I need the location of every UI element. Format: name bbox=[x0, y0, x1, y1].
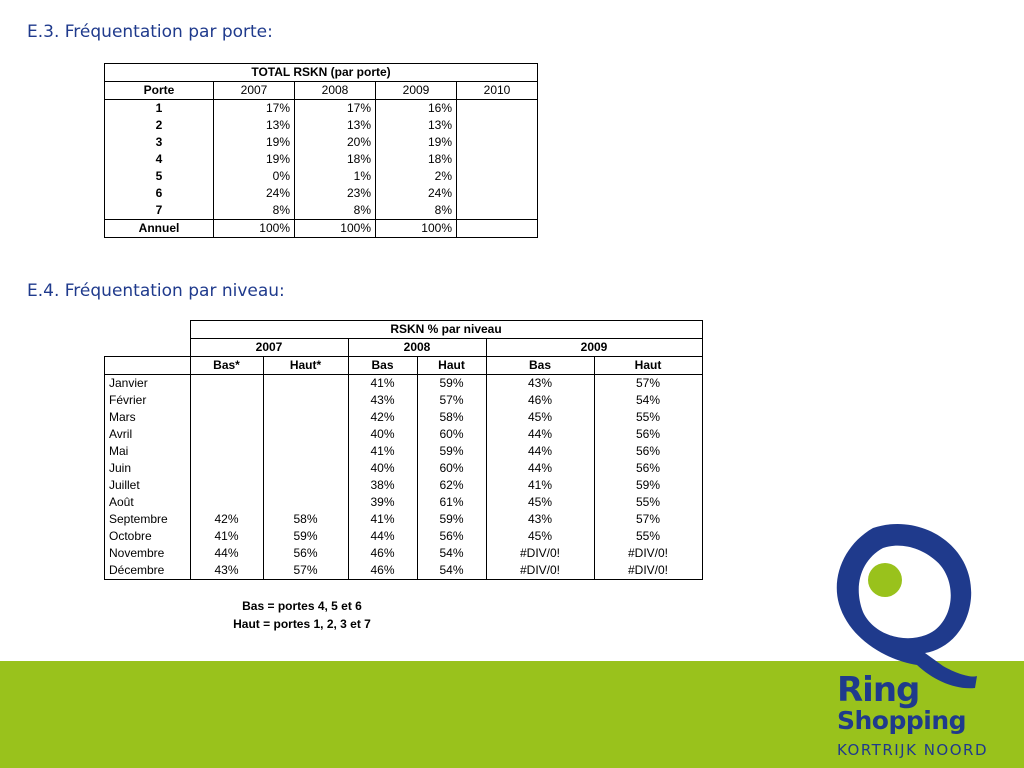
percentage-cell bbox=[190, 477, 263, 494]
percentage-cell: 40% bbox=[348, 426, 417, 443]
column-header: Haut bbox=[594, 357, 702, 375]
legend-line-bas: Bas = portes 4, 5 et 6 bbox=[242, 599, 362, 613]
month-label: Février bbox=[105, 392, 191, 409]
month-label: Juillet bbox=[105, 477, 191, 494]
percentage-cell: 24% bbox=[376, 185, 457, 202]
percentage-cell: 62% bbox=[417, 477, 486, 494]
table-row bbox=[105, 409, 703, 426]
percentage-cell: 41% bbox=[348, 375, 417, 393]
percentage-cell bbox=[457, 185, 538, 202]
percentage-cell: 41% bbox=[486, 477, 594, 494]
percentage-cell: 39% bbox=[348, 494, 417, 511]
percentage-cell bbox=[457, 151, 538, 168]
table-caption: TOTAL RSKN (par porte) bbox=[105, 64, 538, 82]
percentage-cell: 43% bbox=[486, 511, 594, 528]
percentage-cell: 23% bbox=[295, 185, 376, 202]
percentage-cell: 59% bbox=[417, 511, 486, 528]
percentage-cell: 45% bbox=[486, 409, 594, 426]
table-row bbox=[105, 460, 703, 477]
year-header: 2008 bbox=[348, 339, 486, 357]
section-title-e3: E.3. Fréquentation par porte: bbox=[27, 22, 273, 42]
percentage-cell: 54% bbox=[417, 545, 486, 562]
porte-number: 5 bbox=[105, 168, 214, 185]
percentage-cell: 24% bbox=[214, 185, 295, 202]
table-frequentation-niveau bbox=[104, 320, 703, 580]
percentage-cell: 54% bbox=[417, 562, 486, 580]
percentage-cell: 44% bbox=[190, 545, 263, 562]
percentage-cell: 58% bbox=[263, 511, 348, 528]
column-header: Haut* bbox=[263, 357, 348, 375]
percentage-cell bbox=[190, 494, 263, 511]
percentage-cell bbox=[457, 168, 538, 185]
year-header: 2009 bbox=[486, 339, 702, 357]
percentage-cell: 57% bbox=[263, 562, 348, 580]
percentage-cell: 41% bbox=[348, 443, 417, 460]
percentage-cell: 18% bbox=[295, 151, 376, 168]
table-row bbox=[105, 168, 538, 185]
percentage-cell: #DIV/0! bbox=[486, 562, 594, 580]
percentage-cell: 59% bbox=[594, 477, 702, 494]
percentage-cell: 8% bbox=[295, 202, 376, 220]
column-header: Haut bbox=[417, 357, 486, 375]
percentage-cell bbox=[457, 117, 538, 134]
column-header: 2009 bbox=[376, 82, 457, 100]
percentage-cell: 43% bbox=[348, 392, 417, 409]
table-row bbox=[105, 375, 703, 393]
percentage-cell: 55% bbox=[594, 528, 702, 545]
percentage-cell bbox=[457, 134, 538, 151]
percentage-cell bbox=[263, 494, 348, 511]
percentage-cell: 46% bbox=[348, 545, 417, 562]
percentage-cell bbox=[263, 375, 348, 393]
column-header: Porte bbox=[105, 82, 214, 100]
percentage-cell bbox=[263, 409, 348, 426]
ring-shopping-logo bbox=[825, 520, 1024, 768]
percentage-cell: 17% bbox=[214, 100, 295, 118]
logo-text-ring: Ring bbox=[837, 670, 920, 710]
percentage-cell bbox=[457, 202, 538, 220]
percentage-cell bbox=[457, 100, 538, 118]
percentage-cell: 20% bbox=[295, 134, 376, 151]
percentage-cell: #DIV/0! bbox=[486, 545, 594, 562]
percentage-cell: 0% bbox=[214, 168, 295, 185]
porte-number: 6 bbox=[105, 185, 214, 202]
percentage-cell: 8% bbox=[376, 202, 457, 220]
percentage-cell: 44% bbox=[348, 528, 417, 545]
table-row bbox=[105, 202, 538, 220]
percentage-cell: 44% bbox=[486, 460, 594, 477]
total-cell bbox=[457, 220, 538, 238]
month-label: Janvier bbox=[105, 375, 191, 393]
percentage-cell: 60% bbox=[417, 426, 486, 443]
porte-number: 4 bbox=[105, 151, 214, 168]
column-header: Bas bbox=[486, 357, 594, 375]
percentage-cell: 40% bbox=[348, 460, 417, 477]
percentage-cell: 45% bbox=[486, 494, 594, 511]
percentage-cell bbox=[263, 460, 348, 477]
percentage-cell: 42% bbox=[190, 511, 263, 528]
logo-text-shopping: Shopping bbox=[837, 706, 967, 735]
month-label: Octobre bbox=[105, 528, 191, 545]
table-caption: RSKN % par niveau bbox=[190, 321, 702, 339]
table-row bbox=[105, 511, 703, 528]
logo-text-kortrijk-noord: KORTRIJK NOORD bbox=[837, 741, 988, 759]
percentage-cell: 19% bbox=[214, 134, 295, 151]
table-row bbox=[105, 477, 703, 494]
percentage-cell: 60% bbox=[417, 460, 486, 477]
porte-number: 3 bbox=[105, 134, 214, 151]
table-row bbox=[105, 494, 703, 511]
porte-number: 2 bbox=[105, 117, 214, 134]
total-cell: 100% bbox=[376, 220, 457, 238]
percentage-cell: 56% bbox=[594, 443, 702, 460]
percentage-cell: 17% bbox=[295, 100, 376, 118]
month-label: Septembre bbox=[105, 511, 191, 528]
percentage-cell: 56% bbox=[263, 545, 348, 562]
logo-mark-icon bbox=[825, 520, 1024, 690]
percentage-cell bbox=[190, 443, 263, 460]
percentage-cell: 43% bbox=[486, 375, 594, 393]
percentage-cell: 57% bbox=[594, 375, 702, 393]
percentage-cell: 8% bbox=[214, 202, 295, 220]
percentage-cell bbox=[190, 409, 263, 426]
year-header: 2007 bbox=[190, 339, 348, 357]
percentage-cell: 41% bbox=[348, 511, 417, 528]
legend-line-haut: Haut = portes 1, 2, 3 et 7 bbox=[233, 617, 371, 631]
percentage-cell bbox=[190, 375, 263, 393]
percentage-cell: 59% bbox=[417, 443, 486, 460]
percentage-cell bbox=[190, 392, 263, 409]
month-label: Avril bbox=[105, 426, 191, 443]
section-title-e4: E.4. Fréquentation par niveau: bbox=[27, 281, 285, 301]
percentage-cell: 57% bbox=[594, 511, 702, 528]
table-row bbox=[105, 134, 538, 151]
column-header: Bas bbox=[348, 357, 417, 375]
percentage-cell: 38% bbox=[348, 477, 417, 494]
month-label: Décembre bbox=[105, 562, 191, 580]
table-row bbox=[105, 528, 703, 545]
total-label: Annuel bbox=[105, 220, 214, 238]
table-row bbox=[105, 392, 703, 409]
percentage-cell bbox=[263, 477, 348, 494]
legend-note bbox=[190, 597, 414, 633]
month-label: Novembre bbox=[105, 545, 191, 562]
percentage-cell: 18% bbox=[376, 151, 457, 168]
percentage-cell: 41% bbox=[190, 528, 263, 545]
percentage-cell: 19% bbox=[376, 134, 457, 151]
percentage-cell: 44% bbox=[486, 426, 594, 443]
column-header: 2007 bbox=[214, 82, 295, 100]
percentage-cell: 55% bbox=[594, 409, 702, 426]
percentage-cell: 55% bbox=[594, 494, 702, 511]
percentage-cell: 16% bbox=[376, 100, 457, 118]
percentage-cell: 61% bbox=[417, 494, 486, 511]
percentage-cell: 19% bbox=[214, 151, 295, 168]
percentage-cell: 45% bbox=[486, 528, 594, 545]
table-row bbox=[105, 426, 703, 443]
table-frequentation-porte bbox=[104, 63, 538, 238]
percentage-cell: 56% bbox=[594, 460, 702, 477]
percentage-cell bbox=[263, 392, 348, 409]
percentage-cell: 57% bbox=[417, 392, 486, 409]
percentage-cell: 13% bbox=[376, 117, 457, 134]
total-cell: 100% bbox=[295, 220, 376, 238]
month-label: Juin bbox=[105, 460, 191, 477]
column-header: 2010 bbox=[457, 82, 538, 100]
percentage-cell: 46% bbox=[348, 562, 417, 580]
percentage-cell: 13% bbox=[295, 117, 376, 134]
table-row bbox=[105, 185, 538, 202]
month-label: Mars bbox=[105, 409, 191, 426]
percentage-cell bbox=[190, 460, 263, 477]
table-row bbox=[105, 443, 703, 460]
percentage-cell: 56% bbox=[417, 528, 486, 545]
percentage-cell: 1% bbox=[295, 168, 376, 185]
percentage-cell: 54% bbox=[594, 392, 702, 409]
porte-number: 1 bbox=[105, 100, 214, 118]
percentage-cell: 44% bbox=[486, 443, 594, 460]
month-label: Mai bbox=[105, 443, 191, 460]
percentage-cell: 42% bbox=[348, 409, 417, 426]
table-row bbox=[105, 151, 538, 168]
table-row bbox=[105, 100, 538, 118]
percentage-cell: 59% bbox=[263, 528, 348, 545]
percentage-cell: 2% bbox=[376, 168, 457, 185]
percentage-cell: 58% bbox=[417, 409, 486, 426]
porte-number: 7 bbox=[105, 202, 214, 220]
table-row bbox=[105, 562, 703, 580]
percentage-cell: 56% bbox=[594, 426, 702, 443]
table-row bbox=[105, 545, 703, 562]
total-cell: 100% bbox=[214, 220, 295, 238]
column-header: Bas* bbox=[190, 357, 263, 375]
table-row bbox=[105, 117, 538, 134]
percentage-cell: 46% bbox=[486, 392, 594, 409]
table-row-total bbox=[105, 220, 538, 238]
percentage-cell bbox=[263, 443, 348, 460]
month-label: Août bbox=[105, 494, 191, 511]
percentage-cell bbox=[263, 426, 348, 443]
percentage-cell: 59% bbox=[417, 375, 486, 393]
percentage-cell: 13% bbox=[214, 117, 295, 134]
column-header: 2008 bbox=[295, 82, 376, 100]
percentage-cell bbox=[190, 426, 263, 443]
percentage-cell: #DIV/0! bbox=[594, 562, 702, 580]
percentage-cell: #DIV/0! bbox=[594, 545, 702, 562]
percentage-cell: 43% bbox=[190, 562, 263, 580]
